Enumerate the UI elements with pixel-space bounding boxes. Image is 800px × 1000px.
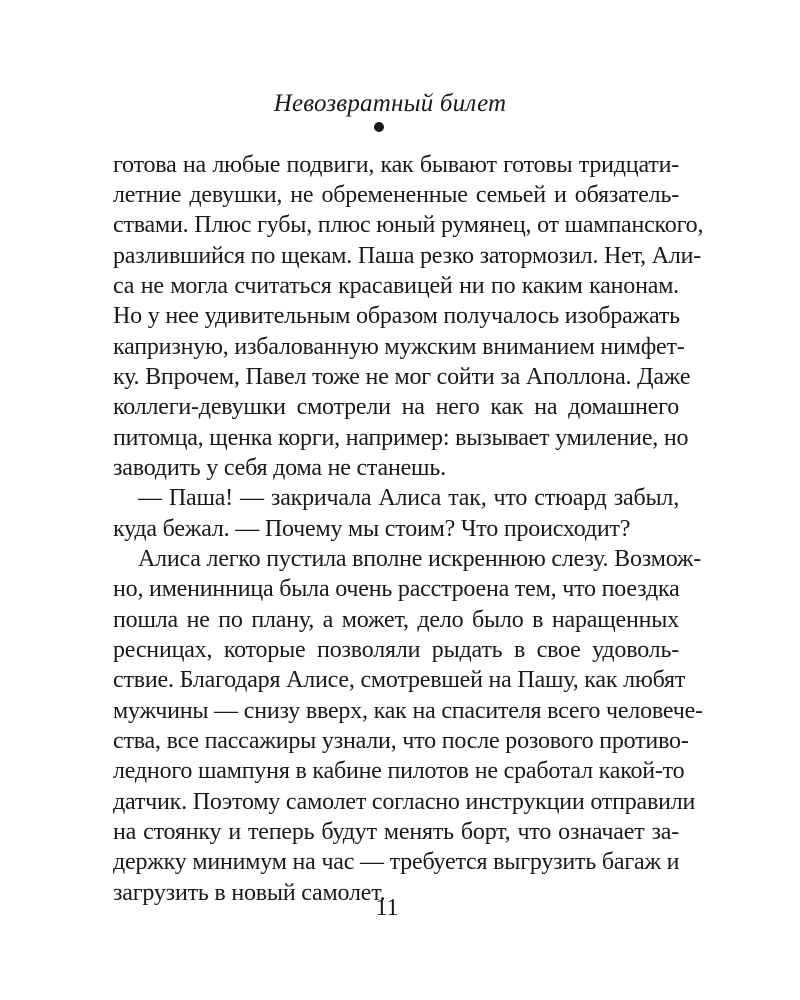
text-line: заводить у себя дома не станешь.: [113, 455, 446, 481]
text-line: ствие. Благодаря Алисе, смотревшей на Пашу, как любят: [113, 667, 686, 693]
text-line: готова на любые подвиги, как бывают готовы тридцати-: [113, 152, 679, 178]
running-title: Невозвратный билет: [273, 90, 507, 117]
text-line: на стоянку и теперь будут менять борт, что означает за-: [113, 819, 679, 845]
text-line: мужчины — снизу вверх, как на спасителя всего человече-: [113, 698, 703, 724]
text-line: куда бежал. — Почему мы стоим? Что происходит?: [113, 516, 631, 542]
text-line: ку. Впрочем, Павел тоже не мог сойти за Аполлона. Даже: [113, 364, 691, 390]
text-line: питомца, щенка корги, например: вызывает умиление, но: [113, 425, 689, 451]
page-number: 11: [375, 895, 399, 921]
text-line: коллеги-девушки смотрели на него как на домашнего: [113, 394, 679, 420]
text-line: пошла не по плану, а может, дело было в наращенных: [113, 607, 679, 633]
text-line: — Паша! — закричала Алиса так, что стюард забыл,: [138, 485, 679, 511]
text-line: ствами. Плюс губы, плюс юный румянец, от шампанского,: [113, 212, 704, 238]
text-line: летние девушки, не обремененные семьей и обязатель-: [113, 182, 679, 208]
text-line: ства, все пассажиры узнали, что после розового противо-: [113, 728, 689, 754]
text-line: датчик. Поэтому самолет согласно инструкции отправили: [113, 789, 696, 815]
text-line: ледного шампуня в кабине пилотов не сработал какой-то: [113, 758, 685, 784]
text-line: капризную, избалованную мужским вниманием нимфет-: [113, 334, 685, 360]
text-line: са не могла считаться красавицей ни по каким канонам.: [113, 273, 679, 299]
text-line: разлившийся по щекам. Паша резко затормозил. Нет, Али-: [113, 243, 702, 269]
text-line: держку минимум на час — требуется выгрузить багаж и: [113, 849, 680, 875]
text-line: Но у нее удивительным образом получалось изображать: [113, 303, 680, 329]
text-line: загрузить в новый самолет.: [113, 880, 386, 906]
bullet-ornament-icon: [374, 122, 384, 132]
text-line: ресницах, которые позволяли рыдать в свое удоволь-: [113, 637, 679, 663]
text-line: но, именинница была очень расстроена тем, что поездка: [113, 576, 680, 602]
text-line: Алиса легко пустила вполне искреннюю слезу. Возмож-: [138, 546, 702, 572]
